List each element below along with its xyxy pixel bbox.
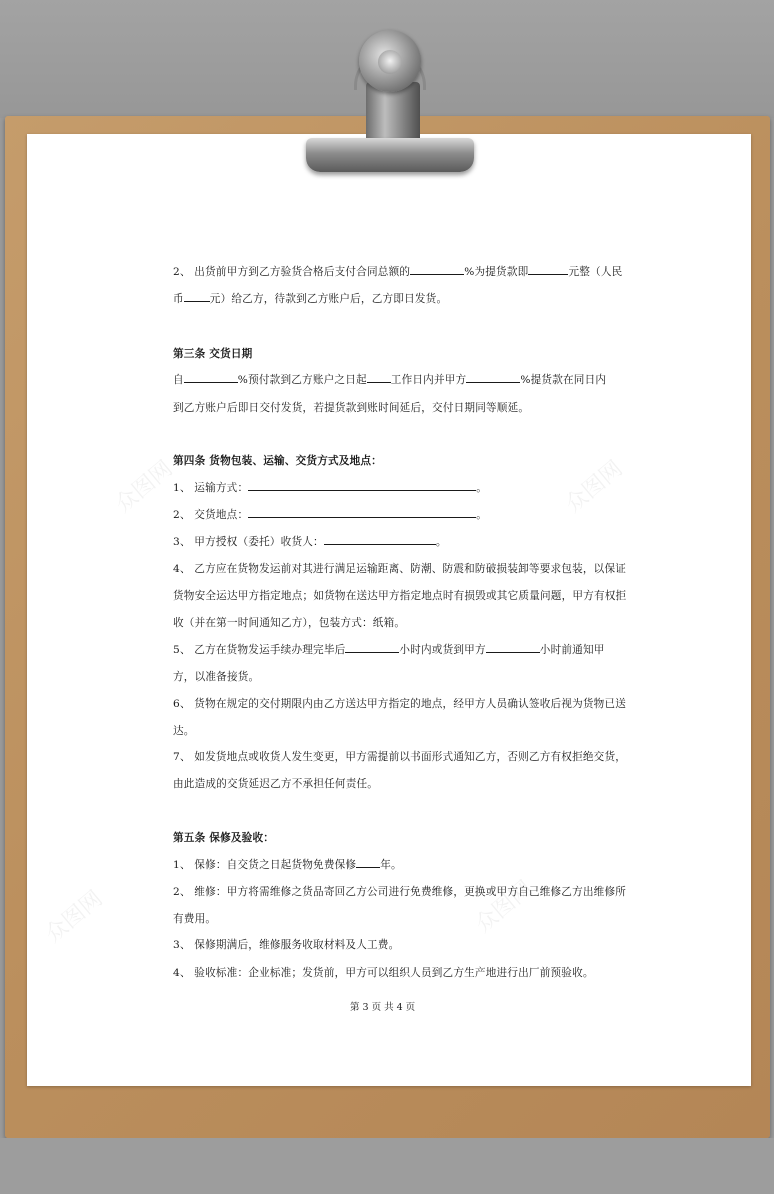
fill-blank[interactable] [248, 507, 476, 518]
paragraph-line [173, 291, 447, 306]
line-text: 元整（人民 [568, 266, 623, 278]
fill-blank[interactable] [410, 264, 464, 275]
paragraph-line [173, 507, 487, 522]
line-text: 币 [173, 293, 184, 305]
section-heading: 第四条 货物包装、运输、交货方式及地点： [173, 455, 382, 467]
fill-blank[interactable] [184, 372, 238, 383]
paragraph-line [173, 642, 605, 657]
line-text: %为提货款即 [464, 266, 529, 278]
line-text: 3、 甲方授权（委托）收货人： [173, 536, 324, 548]
fill-blank[interactable] [466, 372, 520, 383]
fill-blank[interactable] [486, 642, 540, 653]
page-number: 第 3 页 共 4 页 [350, 1002, 416, 1013]
fill-blank[interactable] [324, 534, 436, 545]
line-text: 1、 运输方式： [173, 482, 249, 494]
clip-base [306, 138, 474, 172]
fill-blank[interactable] [528, 264, 568, 275]
fill-blank[interactable] [345, 642, 399, 653]
fill-blank[interactable] [184, 291, 210, 302]
watermark: 众图网 [110, 456, 178, 518]
paragraph-line: 方，以准备接货。 [173, 671, 260, 683]
line-text: 元）给乙方，待款到乙方账户后，乙方即日发货。 [209, 293, 448, 305]
line-text: 小时内或货到甲方 [399, 644, 486, 656]
fill-blank[interactable] [248, 480, 476, 491]
paragraph-line: 货物安全运达甲方指定地点；如货物在送达甲方指定地点时有损毁或其它质量问题，甲方有权拒 [173, 590, 627, 602]
line-text: 1、 保修：自交货之日起货物免费保修 [173, 859, 357, 871]
paragraph-line: 3、 保修期满后，维修服务收取材料及人工费。 [173, 939, 400, 951]
clip-hole [378, 50, 402, 74]
section-heading: 第五条 保修及验收： [173, 832, 275, 844]
fill-blank[interactable] [356, 857, 380, 868]
line-text: 自 [173, 374, 184, 386]
background-bottom [0, 1138, 774, 1194]
watermark: 众图网 [560, 456, 628, 518]
paragraph-line [173, 534, 447, 549]
line-text: 。 [476, 482, 488, 494]
watermark: 众图网 [470, 876, 538, 938]
paragraph-line [173, 264, 622, 279]
paragraph-line: 2、 维修：甲方将需维修之货品寄回乙方公司进行免费维修，更换或甲方自己维修乙方出维修所 [173, 886, 627, 898]
paragraph-line: 收（并在第一时间通知乙方），包装方式：纸箱。 [173, 617, 406, 629]
paragraph-line: 4、 验收标准：企业标准；发货前，甲方可以组织人员到乙方生产地进行出厂前预验收。 [173, 967, 594, 979]
section-heading: 第三条 交货日期 [173, 348, 253, 360]
paragraph-line: 由此造成的交货延迟乙方不承担任何责任。 [173, 778, 379, 790]
line-text: 。 [476, 509, 488, 521]
paragraph-line: 4、 乙方应在货物发运前对其进行满足运输距离、防潮、防震和防破损装卸等要求包装，以保证 [173, 563, 627, 575]
line-text: %预付款到乙方账户之日起 [237, 374, 367, 386]
paragraph-line [173, 857, 402, 872]
paragraph-line: 有费用。 [173, 913, 217, 925]
line-text: 5、 乙方在货物发运手续办理完毕后 [173, 644, 346, 656]
paragraph-line: 6、 货物在规定的交付期限内由乙方送达甲方指定的地点，经甲方人员确认签收后视为货物已送 [173, 698, 627, 710]
watermark: 众图网 [40, 886, 108, 948]
line-text: 。 [435, 536, 447, 548]
line-text: 年。 [380, 859, 402, 871]
paragraph-line [173, 480, 487, 495]
fill-blank[interactable] [367, 372, 391, 383]
paragraph-line: 达。 [173, 725, 195, 737]
line-text: %提货款在同日内 [520, 374, 607, 386]
line-text: 小时前通知甲 [539, 644, 605, 656]
line-text: 2、 交货地点： [173, 509, 249, 521]
paragraph-line: 7、 如发货地点或收货人发生变更，甲方需提前以书面形式通知乙方，否则乙方有权拒绝交货， [173, 751, 627, 763]
paragraph-line: 到乙方账户后即日交付发货，若提货款到账时间延后，交付日期同等顺延。 [173, 402, 530, 414]
line-text: 2、 出货前甲方到乙方验货合格后支付合同总额的 [173, 266, 411, 278]
line-text: 工作日内并甲方 [390, 374, 467, 386]
paragraph-line [173, 372, 606, 387]
